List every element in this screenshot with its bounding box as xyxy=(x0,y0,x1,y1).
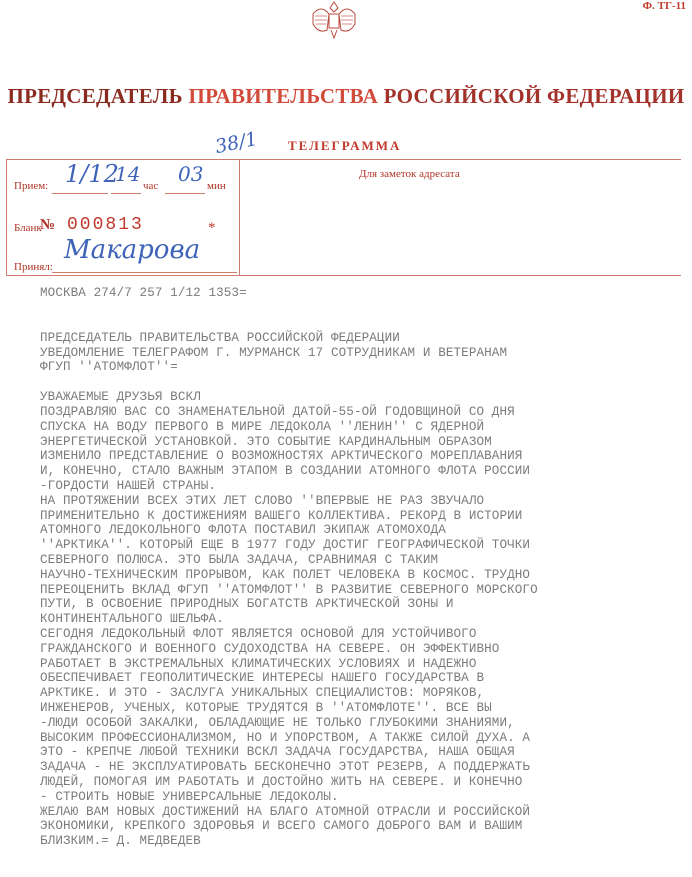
date-underline xyxy=(52,193,108,194)
message-body-line: КОНТИНЕНТАЛЬНОГО ШЕЛЬФА. xyxy=(40,612,224,627)
message-body-line: ОБЕСПЕЧИВАЕТ ГЕОПОЛИТИЧЕСКИЕ ИНТЕРЕСЫ НАШЕГО ГОСУДАРСТВА В xyxy=(40,671,485,686)
notes-label: Для заметок адресата xyxy=(359,168,460,180)
message-body-line: ЗАДАЧА - НЕ ЭКСПЛУАТИРОВАТЬ БЕСКОНЕЧНО ЭТОТ РЕЗЕРВ, А ПОДДЕРЖАТЬ xyxy=(40,760,531,775)
message-body-line: ЛЮДЕЙ, ПОМОГАЯ ИМ РАБОТАТЬ И ДОСТОЙНО ЖИТЬ НА СЕВЕРЕ. И КОНЕЧНО xyxy=(40,774,523,789)
message-body-line: ПОЗДРАВЛЯЮ ВАС СО ЗНАМЕНАТЕЛЬНОЙ ДАТОЙ-55-ОЙ ГОДОВЩИНОЙ СО ДНЯ xyxy=(40,404,515,419)
message-body-line: ГРАЖДАНСКОГО И ВОЕННОГО СУДОХОДСТВА НА СЕВЕРЕ. ОН ЭФФЕКТИВНО xyxy=(40,641,500,656)
message-body-line: И, КОНЕЧНО, СТАЛО ВАЖНЫМ ЭТАПОМ В СОЗДАНИИ АТОМНОГО ФЛОТА РОССИИ xyxy=(40,464,531,479)
message-body-line: АРКТИКЕ. И ЭТО - ЗАСЛУГА УНИКАЛЬНЫХ СПЕЦИАЛИСТОВ: МОРЯКОВ, xyxy=(40,686,485,701)
service-line: МОСКВА 274/7 257 1/12 1353= xyxy=(40,286,247,300)
message-header xyxy=(40,331,680,375)
message-header-line: ПРЕДСЕДАТЕЛЬ ПРАВИТЕЛЬСТВА РОССИЙСКОЙ ФЕДЕРАЦИИ xyxy=(40,330,400,345)
form-code: Ф. ТГ-11 xyxy=(642,0,686,12)
minute-label: мин xyxy=(207,180,226,192)
message-body-line: РАБОТАЕТ В ЭКСТРЕМАЛЬНЫХ КЛИМАТИЧЕСКИХ УСЛОВИЯХ И НАДЕЖНО xyxy=(40,656,477,671)
message-body-line: - СТРОИТЬ НОВЫЕ УНИВЕРСАЛЬНЫЕ ЛЕДОКОЛЫ. xyxy=(40,789,339,804)
line-gap xyxy=(40,301,680,316)
message-body-line: ВЫСОКИМ ПРОФЕССИОНАЛИЗМОМ, НО И УПОРСТВОМ, А ТАКЖЕ СИЛОЙ ДУХА. А xyxy=(40,730,531,745)
message-body-line: ПУТИ, В ОСВОЕНИЕ ПРИРОДНЫХ БОГАТСТВ АРКТИЧЕСКОЙ ЗОНЫ И xyxy=(40,597,454,612)
message-body xyxy=(40,390,680,849)
message-body-line: АТОМНОГО ЛЕДОКОЛЬНОГО ФЛОТА ПОСТАВИЛ ЭКИПАЖ АТОМОХОДА xyxy=(40,523,446,538)
message-body-line: ЭНЕРГЕТИЧЕСКОЙ УСТАНОВКОЙ. ЭТО СОБЫТИЕ КАРДИНАЛЬНЫМ ОБРАЗОМ xyxy=(40,434,492,449)
sender-heading xyxy=(0,84,692,109)
telegram-form xyxy=(6,159,681,276)
line-gap xyxy=(40,316,680,331)
blank-number: 000813 xyxy=(67,215,144,235)
heading-word-russian-federation: РОССИЙСКОЙ ФЕДЕРАЦИИ xyxy=(383,84,685,108)
message-body-line: ЭКОНОМИКИ, КРЕПКОГО ЗДОРОВЬЯ И ВСЕГО САМОГО ДОБРОГО ВАМ И ВАШИМ xyxy=(40,819,523,834)
heading-word-government: ПРАВИТЕЛЬСТВА xyxy=(188,84,379,108)
message-header-line: УВЕДОМЛЕНИЕ ТЕЛЕГРАФОМ Г. МУРМАНСК 17 СОТРУДНИКАМ И ВЕТЕРАНАМ xyxy=(40,345,508,360)
handwritten-code: 38/1 xyxy=(213,127,260,159)
message-body-line: УВАЖАЕМЫЕ ДРУЗЬЯ ВСКЛ xyxy=(40,390,201,405)
message-body-line: ЖЕЛАЮ ВАМ НОВЫХ ДОСТИЖЕНИЙ НА БЛАГО АТОМНОЙ ОТРАСЛИ И РОССИЙСКОЙ xyxy=(40,804,531,819)
received-minute: 03 xyxy=(178,162,204,186)
message-body-line: НА ПРОТЯЖЕНИИ ВСЕХ ЭТИХ ЛЕТ СЛОВО ''ВПЕРВЫЕ НЕ РАЗ ЗВУЧАЛО xyxy=(40,493,485,508)
form-divider xyxy=(239,160,240,275)
received-date: 1/12 xyxy=(65,160,119,188)
minute-underline xyxy=(165,193,205,194)
message-body-line: ПЕРЕОЦЕНИТЬ ВКЛАД ФГУП ''АТОМФЛОТ'' В РАЗВИТИЕ СЕВЕРНОГО МОРСКОГО xyxy=(40,582,538,597)
message-body-line: СЕВЕРНОГО ПОЛЮСА. ЭТО БЫЛА ЗАДАЧА, СРАВНИМАЯ С ТАКИМ xyxy=(40,552,439,567)
coat-of-arms-emblem xyxy=(305,0,363,40)
hour-underline xyxy=(111,193,141,194)
line-gap xyxy=(40,375,680,390)
number-sign: № xyxy=(40,217,56,233)
heading-word-chairman: ПРЕДСЕДАТЕЛЬ xyxy=(7,84,183,108)
message-body-line: -ГОРДОСТИ НАШЕЙ СТРАНЫ. xyxy=(40,478,217,493)
received-hour: 14 xyxy=(115,162,141,186)
message-body-line: СЕГОДНЯ ЛЕДОКОЛЬНЫЙ ФЛОТ ЯВЛЯЕТСЯ ОСНОВОЙ ДЛЯ УСТОЙЧИВОГО xyxy=(40,626,477,641)
message-body-line: ПРИМЕНИТЕЛЬНО К ДОСТИЖЕНИЯМ ВАШЕГО КОЛЛЕКТИВА. РЕКОРД В ИСТОРИИ xyxy=(40,508,523,523)
message-body-line: ИЗМЕНИЛО ПРЕДСТАВЛЕНИЕ О ВОЗМОЖНОСТЯХ АРКТИЧЕСКОГО МОРЕПЛАВАНИЯ xyxy=(40,449,523,464)
message-body-line: БЛИЗКИМ.= Д. МЕДВЕДЕВ xyxy=(40,834,201,849)
message-body-line: ЭТО - КРЕПЧЕ ЛЮБОЙ ТЕХНИКИ ВСКЛ ЗАДАЧА ГОСУДАРСТВА, НАША ОБЩАЯ xyxy=(40,745,515,760)
hour-label: час xyxy=(143,180,159,192)
blank-label: Бланк xyxy=(14,222,42,234)
asterisk-mark: * xyxy=(208,220,216,236)
accepted-signature: Макарова xyxy=(64,235,201,265)
message-body-line: -ЛЮДИ ОСОБОЙ ЗАКАЛКИ, ОБЛАДАЮЩИЕ НЕ ТОЛЬКО ГЛУБОКИМИ ЗНАНИЯМИ, xyxy=(40,715,515,730)
telegram-message xyxy=(40,286,680,849)
accepted-label: Принял: xyxy=(14,261,53,273)
message-body-line: ИНЖЕНЕРОВ, УЧЕНЫХ, КОТОРЫЕ ТРУДЯТСЯ В ''АТОМФЛОТЕ''. ВСЕ ВЫ xyxy=(40,700,492,715)
telegram-title: ТЕЛЕГРАММА xyxy=(288,138,402,153)
accepted-underline xyxy=(52,272,237,273)
message-header-line: ФГУП ''АТОМФЛОТ''= xyxy=(40,360,178,375)
message-body-line: НАУЧНО-ТЕХНИЧЕСКИМ ПРОРЫВОМ, КАК ПОЛЕТ ЧЕЛОВЕКА В КОСМОС. ТРУДНО xyxy=(40,567,531,582)
received-label: Прием: xyxy=(14,180,49,192)
message-body-line: СПУСКА НА ВОДУ ПЕРВОГО В МИРЕ ЛЕДОКОЛА ''ЛЕНИН'' С ЯДЕРНОЙ xyxy=(40,419,485,434)
message-body-line: ''АРКТИКА''. КОТОРЫЙ ЕЩЕ В 1977 ГОДУ ДОСТИГ ГЕОГРАФИЧЕСКОЙ ТОЧКИ xyxy=(40,538,531,553)
